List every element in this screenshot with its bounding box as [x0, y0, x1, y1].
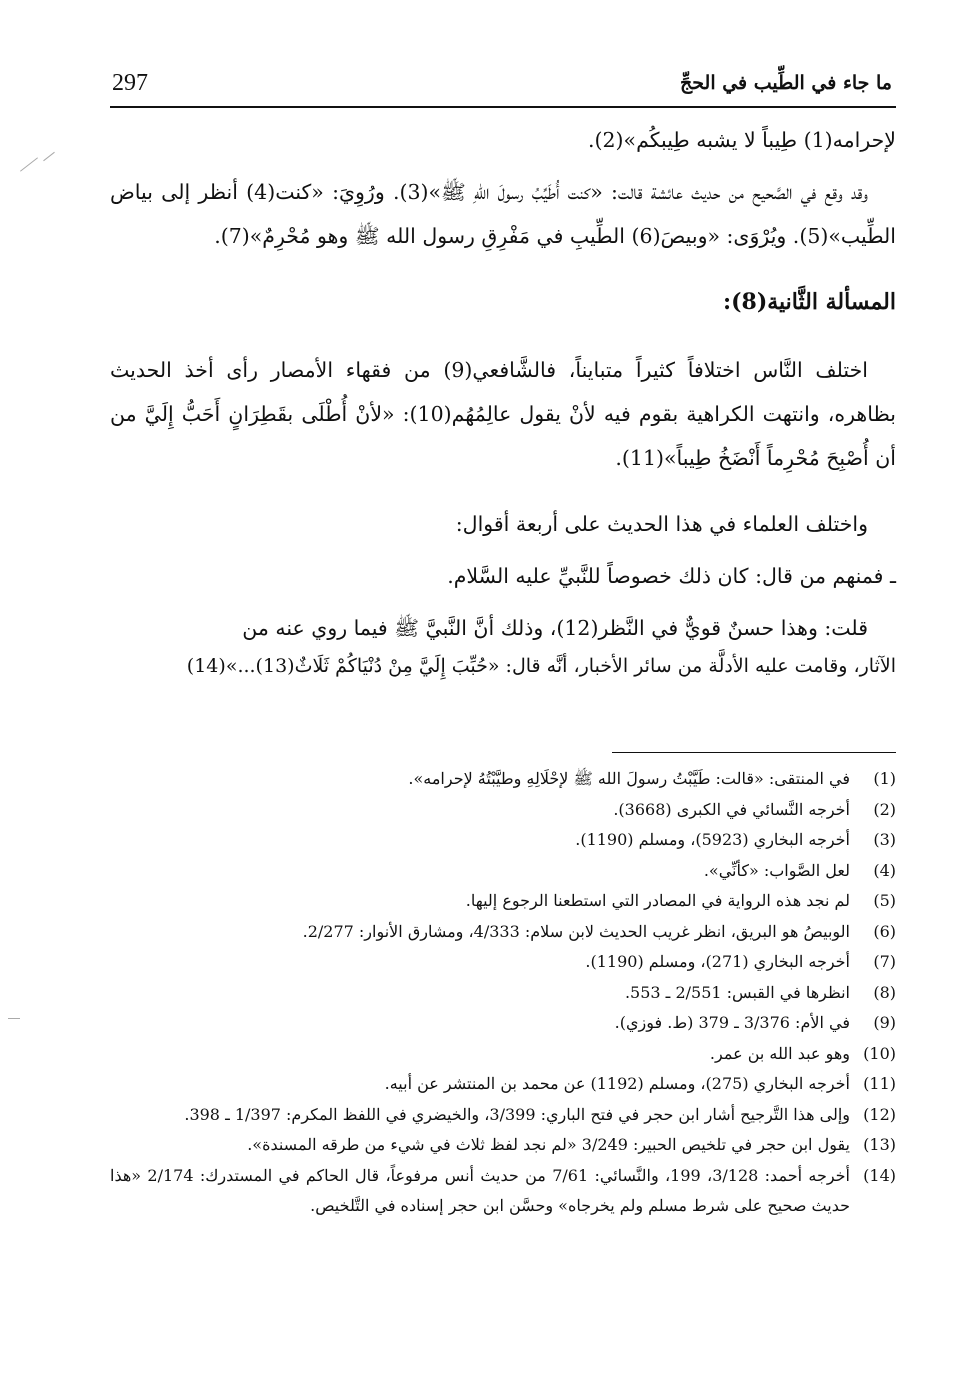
- footnote-number: (9): [873, 1013, 896, 1032]
- footnote: [110, 856, 896, 887]
- footnote-number: (8): [873, 982, 896, 1002]
- margin-mark: [43, 152, 55, 161]
- footnote-text: أخرجه البخاري (275)، ومسلم (1192) عن محمد بن المنتشر عن أبيه.: [384, 1074, 850, 1093]
- footnote-text: لم نجد هذه الرواية في المصادر التي استطعنا الرجوع إليها.: [465, 891, 850, 910]
- footnote: [110, 978, 896, 1009]
- footnote-number: (12): [863, 1104, 896, 1124]
- footnote-rule: [612, 752, 896, 753]
- footnote-number: (2): [873, 799, 896, 819]
- footnote-number: (1): [873, 769, 896, 788]
- footnote-number: (14): [863, 1165, 896, 1185]
- footnote-text: يقول ابن حجر في تلخيص الحبير: 3/249 «لم نجد لفظ ثلاث في شيء من طرقه المسندة».: [247, 1135, 850, 1154]
- footnote-text: أخرجه البخاري (271)، ومسلم (1190).: [585, 952, 850, 971]
- paragraph: واختلف العلماء في هذا الحديث على أربعة أقوال:: [455, 512, 868, 536]
- footnote-text: لعل الصَّواب: «كأنِّي».: [703, 860, 850, 880]
- running-title: ما جاء في الطِّيب في الحجِّ: [680, 72, 892, 94]
- footnote-number: (6): [873, 921, 896, 941]
- main-text: [110, 118, 896, 710]
- footnote-text: أخرجه أحمد: 3/128، 199، والنَّسائي: 7/61 من حديث أنس مرفوعاً، قال الحاكم في المستدرك: 2/174 «هذا حديث صحيح على شرط مسلم ولم يخرجاه» وحسَّن ابن حجر إسناده في التَّلخيص.: [110, 1165, 850, 1215]
- footnote-number: (11): [863, 1074, 896, 1093]
- footnote-number: (10): [863, 1043, 896, 1063]
- paragraph: اختلف النَّاس اختلافاً كثيراً متبايناً، فالشَّافعي(9) من فقهاء الأمصار رأى أخذ الحديث بظاهره، وانتهت الكراهية بقوم فيه لأنْ يقول عالِمُهُم(10): «لأنْ أُطْلَى بقَطِرَانٍ أَحَبُّ إِلَيَّ من أن أُصْبِحَ مُحْرِماً أَنْضَخُ طِيباً»(11).: [110, 358, 896, 470]
- footnote-number: (5): [873, 891, 896, 910]
- footnote-text: الوبيصُ هو البريق، انظر غريب الحديث لابن سلام: 4/333، ومشارق الأنوار: 2/277.: [302, 921, 850, 941]
- footnote: [110, 1130, 896, 1161]
- footnote: [110, 1039, 896, 1070]
- footnote-text: في المنتقى: «قالت: طَيَّبْتُ رسولَ الله ﷺ لإحْلَالِهِ وطيَّبْتُهُ لإحرامه».: [408, 769, 850, 788]
- paragraph: الآثار، وقامت عليه الأدلَّة من سائر الأخبار، أنَّه قال: «حُبِّبَ إِلَيَّ مِنْ دُنْيَاكُمْ ثَلَاثٌ(13)...»(14): [186, 655, 896, 677]
- footnote: [110, 917, 896, 948]
- paragraph: وقد وقع في الصَّحيح من حديث عائشة قالت: «كنت أُطَيِّبُ رسولَ اللهِ ﷺ»(3). ورُوِيَ: «كنت(4) أنظر إلى بياض الطِّيب»(5). ويُرْوَى: «وبيصَ(6) الطِّيبِ في مَفْرِقِ رسول الله ﷺ وهو مُحْرِمٌ»(7).: [110, 180, 896, 248]
- header-rule: [110, 106, 896, 108]
- page-number: 297: [112, 70, 148, 96]
- footnote-number: (13): [863, 1135, 896, 1154]
- footnote: [110, 886, 896, 917]
- footnote-text: أخرجه البخاري (5923)، ومسلم (1190).: [575, 830, 850, 849]
- footnote-text: في الأم: 3/376 ـ 379 (ط. فوزي).: [614, 1013, 850, 1032]
- footnote: [110, 1069, 896, 1100]
- footnote-text: وإلى هذا التَّرجيح أشار ابن حجر في فتح الباري: 3/399، والخيضري في اللفظ المكرم: 1/397 ـ 398.: [184, 1104, 850, 1124]
- footnote: [110, 947, 896, 978]
- footnote-text: وهو عبد الله بن عمر.: [709, 1043, 850, 1063]
- footnote-text: انظرها في القبس: 2/551 ـ 553.: [624, 982, 850, 1002]
- margin-mark: [8, 1018, 20, 1019]
- footnote: [110, 825, 896, 856]
- footnote: [110, 1100, 896, 1131]
- paragraph: لإحرامه(1) طِيباً لا يشبه طِيبكُم»(2).: [587, 128, 896, 152]
- footnotes: [110, 764, 896, 1222]
- footnote: [110, 764, 896, 795]
- footnote-text: أخرجه النَّسائي في الكبرى (3668).: [613, 799, 850, 819]
- footnote-number: (3): [873, 830, 896, 849]
- paragraph: قلت: وهذا حسنٌ قويٌّ في النَّظر(12)، وذلك أنَّ النَّبيَّ ﷺ فيما روي عنه من: [242, 616, 868, 640]
- footnote: [110, 1161, 896, 1222]
- footnote-number: (4): [873, 860, 896, 880]
- footnote: [110, 1008, 896, 1039]
- footnote-number: (7): [873, 952, 896, 971]
- margin-mark: [20, 157, 38, 171]
- section-heading: المسألة الثَّانية(8):: [723, 289, 896, 315]
- footnote: [110, 795, 896, 826]
- paragraph: ـ فمنهم من قال: كان ذلك خصوصاً للنَّبيِّ عليه السَّلام.: [447, 564, 896, 588]
